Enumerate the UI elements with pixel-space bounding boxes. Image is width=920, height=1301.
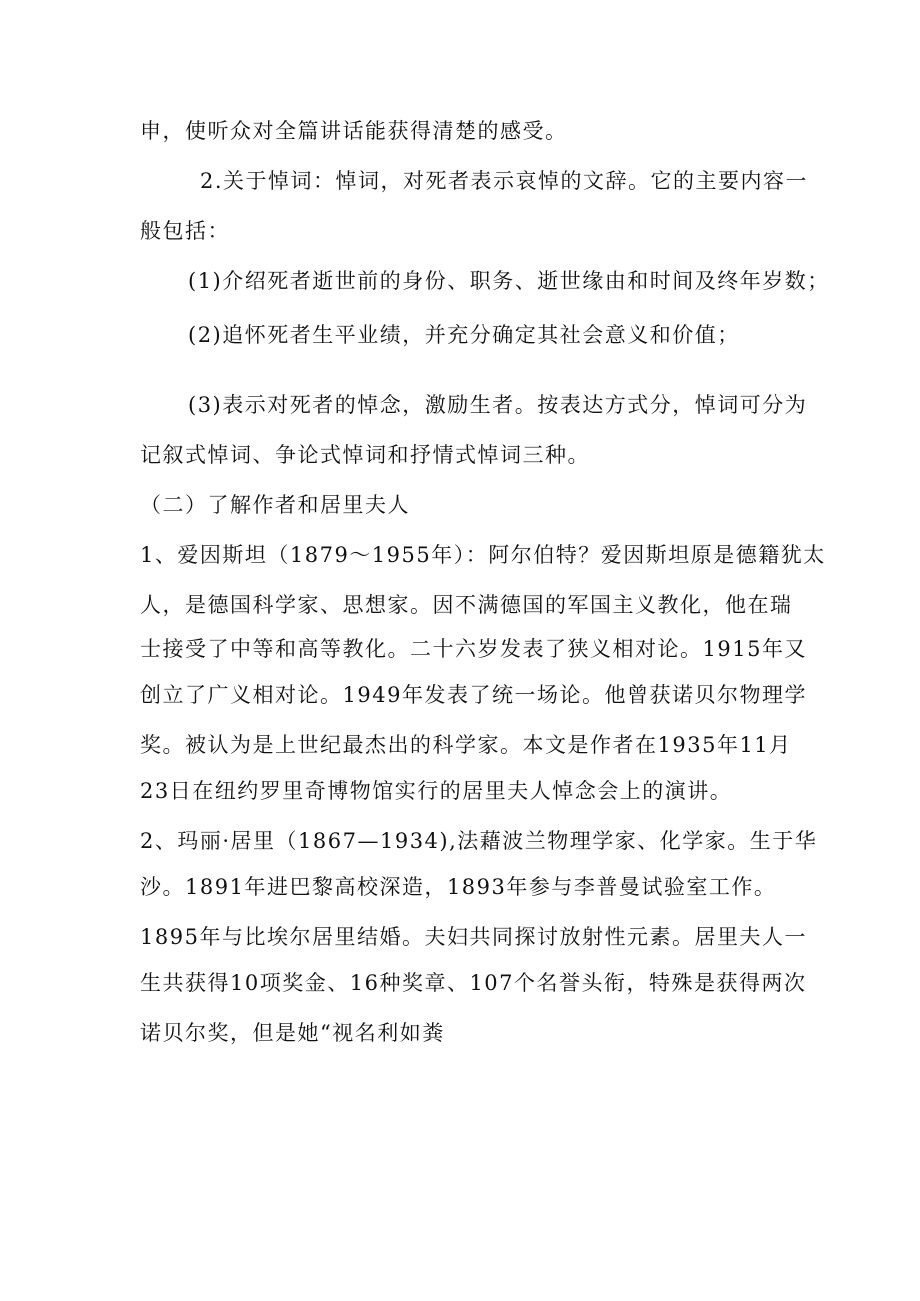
section-heading: （二）了解作者和居里夫人 [140,493,410,517]
text-line-2: 2.关于悼词：悼词，对死者表示哀悼的文辞。它的主要内容一 [200,169,809,193]
text-line-1: 申，使听众对全篇讲话能获得清楚的感受。 [140,119,568,143]
text-line-6: (3)表示对死者的悼念，激励生者。按表达方式分，悼词可分为 [188,393,808,417]
text-line-19: 诺贝尔奖，但是她“视名利如粪 [140,1021,445,1045]
text-line-12: 创立了广义相对论。1949年发表了统一场论。他曾获诺贝尔物理学 [140,683,807,707]
text-line-16: 沙。1891年进巴黎高校深造，1893年参与李普曼试验室工作。 [140,875,777,899]
text-line-17: 1895年与比埃尔居里结婚。夫妇共同探讨放射性元素。居里夫人一 [140,925,807,949]
text-line-7: 记叙式悼词、争论式悼词和抒情式悼词三种。 [140,443,590,467]
text-line-18: 生共获得10项奖金、16种奖章、107个名誉头衔，特殊是获得两次 [140,971,807,995]
text-line-13: 奖。被认为是上世纪最杰出的科学家。本文是作者在1935年11月 [140,733,792,757]
text-line-9: 1、爱因斯坦（1879～1955年）：阿尔伯特？爱因斯坦原是德籍犹太 [140,543,826,567]
text-line-14: 23日在纽约罗里奇博物馆实行的居里夫人悼念会上的演讲。 [140,779,733,803]
text-line-15: 2、玛丽·居里（1867—1934),法藉波兰物理学家、化学家。生于华 [140,829,818,853]
text-line-4: (1)介绍死者逝世前的身份、职务、逝世缘由和时间及终年岁数； [188,269,830,293]
text-line-3: 般包括： [140,219,230,243]
text-line-10: 人，是德国科学家、思想家。因不满德国的军国主义教化，他在瑞 [140,593,793,617]
text-line-5: (2)追怀死者生平业绩，并充分确定其社会意义和价值； [188,323,740,347]
text-line-11: 士接受了中等和高等教化。二十六岁发表了狭义相对论。1915年又 [140,637,807,661]
